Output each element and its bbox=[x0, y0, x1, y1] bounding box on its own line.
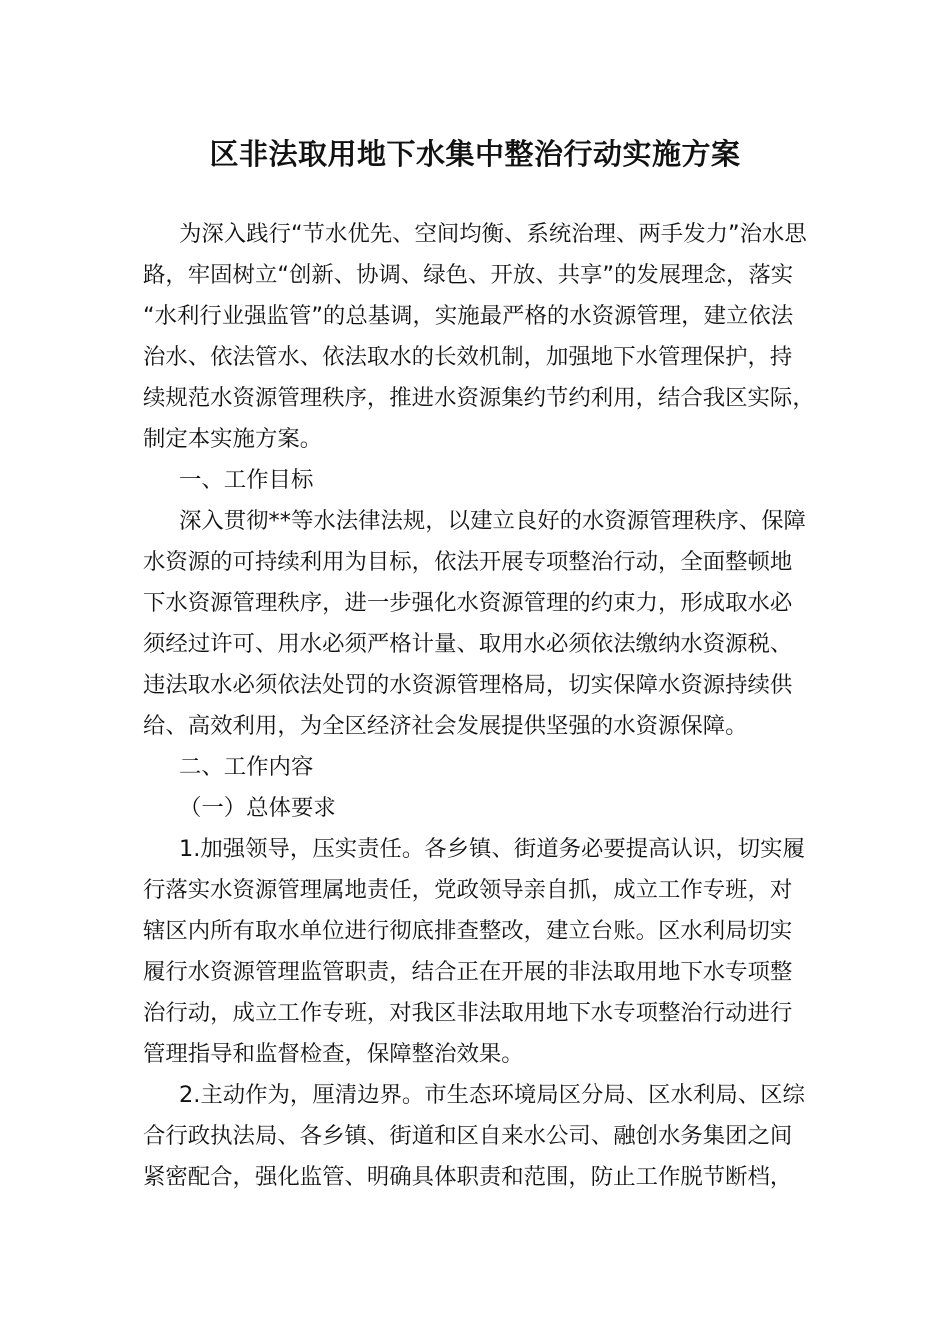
paragraph-line: 给、高效利用，为全区经济社会发展提供坚强的水资源保障。 bbox=[143, 713, 748, 739]
paragraph-line: 紧密配合，强化监管、明确具体职责和范围，防止工作脱节断档， bbox=[143, 1164, 793, 1190]
paragraph-line: 合行政执法局、各乡镇、街道和区自来水公司、融创水务集团之间 bbox=[143, 1123, 793, 1149]
paragraph-line: 下水资源管理秩序，进一步强化水资源管理的约束力，形成取水必 bbox=[143, 590, 793, 616]
paragraph-line: 行落实水资源管理属地责任，党政领导亲自抓，成立工作专班，对 bbox=[143, 877, 793, 903]
paragraph-line: 制定本实施方案。 bbox=[143, 426, 323, 452]
paragraph-line: 违法取水必须依法处罚的水资源管理格局，切实保障水资源持续供 bbox=[143, 672, 793, 698]
paragraph-line: 1.加强领导，压实责任。各乡镇、街道务必要提高认识，切实履 bbox=[179, 836, 805, 862]
document-title: 区非法取用地下水集中整治行动实施方案 bbox=[209, 137, 741, 171]
paragraph-line: 履行水资源管理监管职责，结合正在开展的非法取用地下水专项整 bbox=[143, 959, 793, 985]
paragraph-line: 须经过许可、用水必须严格计量、取用水必须依法缴纳水资源税、 bbox=[143, 631, 793, 657]
section-heading: 一、工作目标 bbox=[179, 467, 314, 493]
paragraph-line: 治行动，成立工作专班，对我区非法取用地下水专项整治行动进行 bbox=[143, 1000, 793, 1026]
document-body bbox=[143, 214, 843, 1198]
paragraph-line: 续规范水资源管理秩序，推进水资源集约节约利用，结合我区实际， bbox=[143, 385, 815, 411]
subsection-heading: （一）总体要求 bbox=[179, 795, 336, 821]
paragraph-line: 水资源的可持续利用为目标，依法开展专项整治行动，全面整顿地 bbox=[143, 549, 793, 575]
paragraph-line: 2.主动作为，厘清边界。市生态环境局区分局、区水利局、区综 bbox=[179, 1082, 805, 1108]
section-heading: 二、工作内容 bbox=[179, 754, 314, 780]
paragraph-line: 深入贯彻**等水法律法规，以建立良好的水资源管理秩序、保障 bbox=[179, 508, 806, 534]
paragraph-line: 管理指导和监督检查，保障整治效果。 bbox=[143, 1041, 524, 1067]
paragraph-line: “水利行业强监管”的总基调，实施最严格的水资源管理，建立依法 bbox=[143, 303, 794, 329]
paragraph-line: 为深入践行“节水优先、空间均衡、系统治理、两手发力”治水思 bbox=[179, 221, 807, 247]
paragraph-line: 治水、依法管水、依法取水的长效机制，加强地下水管理保护，持 bbox=[143, 344, 793, 370]
paragraph-line: 辖区内所有取水单位进行彻底排查整改，建立台账。区水利局切实 bbox=[143, 918, 793, 944]
paragraph-line: 路，牢固树立“创新、协调、绿色、开放、共享”的发展理念，落实 bbox=[143, 262, 794, 288]
